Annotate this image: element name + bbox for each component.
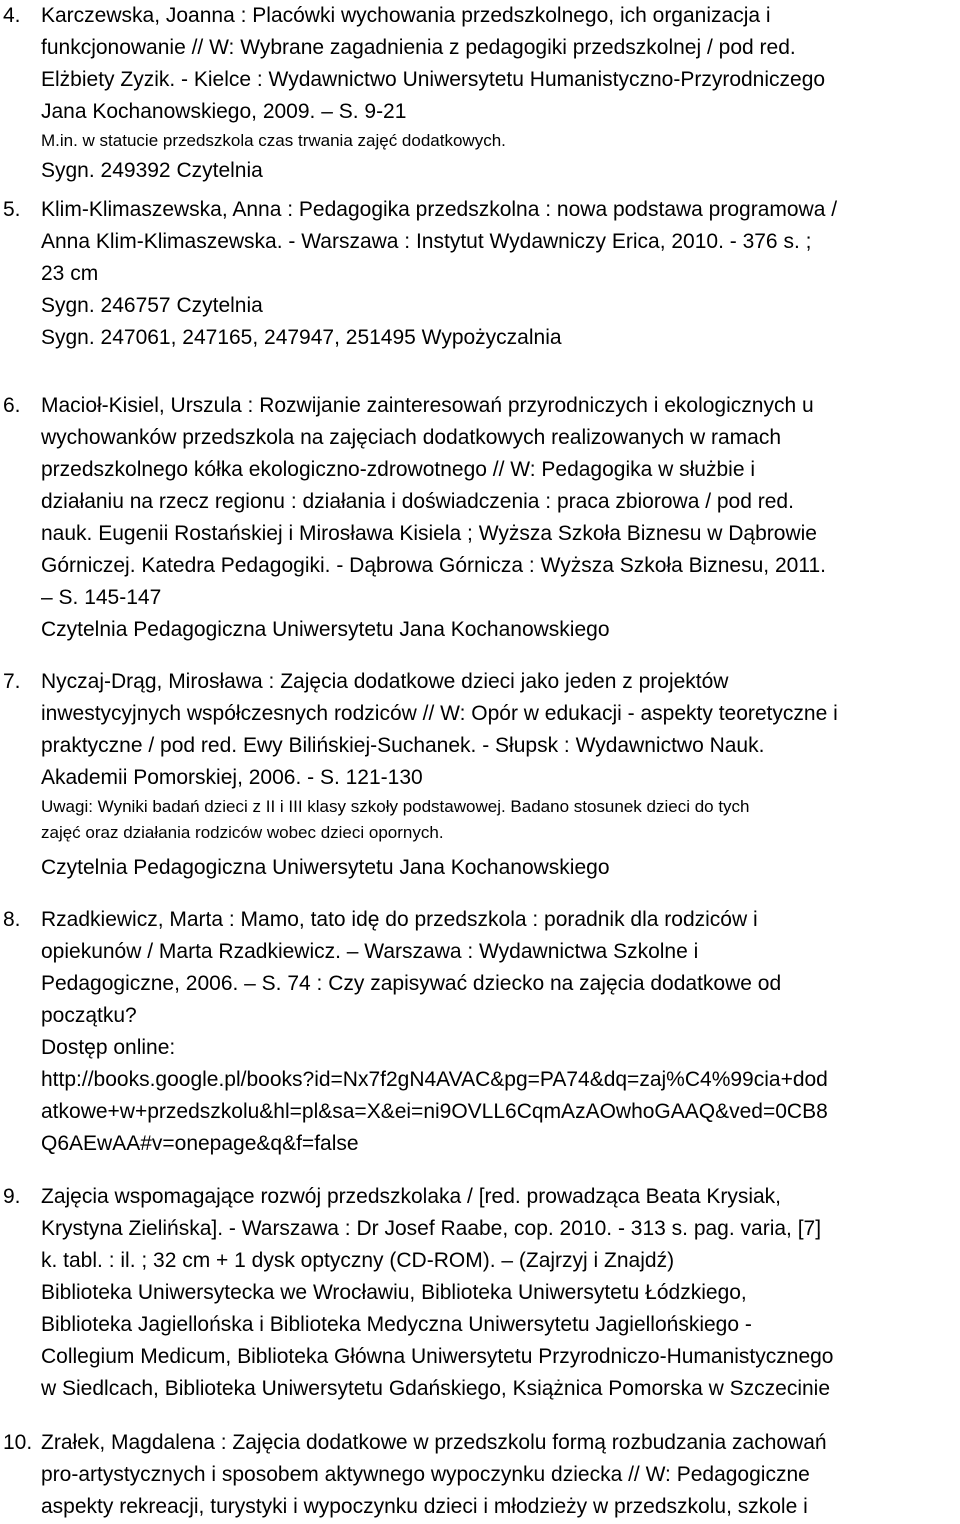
entry-text-line: Jana Kochanowskiego, 2009. – S. 9-21 [41, 100, 407, 123]
entry-text-line: Klim-Klimaszewska, Anna : Pedagogika przedszkolna : nowa podstawa programowa / [41, 198, 838, 221]
entry-text-line: Elżbiety Zyzik. - Kielce : Wydawnictwo Uniwersytetu Humanistyczno-Przyrodniczego [41, 68, 826, 91]
entry-number: 6. [3, 394, 21, 417]
entry-number: 10. [3, 1431, 33, 1454]
entry-text-line: Biblioteka Uniwersytecka we Wrocławiu, Biblioteka Uniwersytetu Łódzkiego, [41, 1281, 747, 1304]
entry-text-line: początku? [41, 1004, 137, 1027]
entry-text-line: Pedagogiczne, 2006. – S. 74 : Czy zapisywać dziecko na zajęcia dodatkowe od [41, 972, 782, 995]
entry-text-line: Czytelnia Pedagogiczna Uniwersytetu Jana Kochanowskiego [41, 618, 610, 641]
entry-text-line: atkowe+w+przedszkolu&hl=pl&sa=X&ei=ni9OVLL6CqmAzAOwhoGAAQ&ved=0CB8 [41, 1100, 828, 1123]
entry-text-line: działaniu na rzecz regionu : działania i doświadczenia : praca zbiorowa / pod red. [41, 490, 794, 513]
entry-text-line: – S. 145-147 [41, 586, 162, 609]
entry-text-line: Górniczej. Katedra Pedagogiki. - Dąbrowa Górnicza : Wyższa Szkoła Biznesu, 2011. [41, 554, 826, 577]
entry-text-line: k. tabl. : il. ; 32 cm + 1 dysk optyczny (CD-ROM). – (Zajrzyj i Znajdź) [41, 1249, 675, 1272]
entry-text-line: funkcjonowanie // W: Wybrane zagadnienia z pedagogiki przedszkolnej / pod red. [41, 36, 796, 59]
entry-text-line: Biblioteka Jagiellońska i Biblioteka Medyczna Uniwersytetu Jagiellońskiego - [41, 1313, 752, 1336]
entry-text-line: pro-artystycznych i sposobem aktywnego wypoczynku dziecka // W: Pedagogiczne [41, 1463, 810, 1486]
entry-number: 8. [3, 908, 21, 931]
entry-note-line: zajęć oraz działania rodziców wobec dzieci opornych. [41, 823, 444, 842]
entry-note-line: M.in. w statucie przedszkola czas trwania zajęć dodatkowych. [41, 131, 506, 150]
entry-text-line: Q6AEwAA#v=onepage&q&f=false [41, 1132, 359, 1155]
entry-text-line: nauk. Eugenii Rostańskiej i Mirosława Kisiela ; Wyższa Szkoła Biznesu w Dąbrowie [41, 522, 817, 545]
entry-text-line: Anna Klim-Klimaszewska. - Warszawa : Instytut Wydawniczy Erica, 2010. - 376 s. ; [41, 230, 812, 253]
entry-text-line: Zajęcia wspomagające rozwój przedszkolaka / [red. prowadząca Beata Krysiak, [41, 1185, 782, 1208]
entry-text-line: Collegium Medicum, Biblioteka Główna Uniwersytetu Przyrodniczo-Humanistycznego [41, 1345, 834, 1368]
entry-text-line: Sygn. 247061, 247165, 247947, 251495 Wypożyczalnia [41, 326, 562, 349]
entry-text-line: w Siedlcach, Biblioteka Uniwersytetu Gdańskiego, Książnica Pomorska w Szczecinie [41, 1377, 831, 1400]
entry-note-line: Uwagi: Wyniki badań dzieci z II i III klasy szkoły podstawowej. Badano stosunek dzieci do tych [41, 797, 750, 816]
entry-text-line: Dostęp online: [41, 1036, 176, 1059]
entry-text-line: Krystyna Zielińska]. - Warszawa : Dr Josef Raabe, cop. 2010. - 313 s. pag. varia, [7] [41, 1217, 822, 1240]
entry-text-line: przedszkolnego kółka ekologiczno-zdrowotnego // W: Pedagogika w służbie i [41, 458, 756, 481]
entry-text-line: inwestycyjnych współczesnych rodziców // W: Opór w edukacji - aspekty teoretyczne i [41, 702, 838, 725]
entry-text-line: Sygn. 246757 Czytelnia [41, 294, 263, 317]
entry-text-line: Akademii Pomorskiej, 2006. - S. 121-130 [41, 766, 423, 789]
entry-text-line: Nyczaj-Drąg, Mirosława : Zajęcia dodatkowe dzieci jako jeden z projektów [41, 670, 729, 693]
entry-text-line: aspekty rekreacji, turystyki i wypoczynku dzieci i młodzieży w przedszkolu, szkole i [41, 1495, 808, 1518]
entry-number: 4. [3, 4, 21, 27]
entry-number: 9. [3, 1185, 21, 1208]
entry-text-line: http://books.google.pl/books?id=Nx7f2gN4AVAC&pg=PA74&dq=zaj%C4%99cia+dod [41, 1068, 828, 1091]
entry-number: 5. [3, 198, 21, 221]
entry-text-line: wychowanków przedszkola na zajęciach dodatkowych realizowanych w ramach [41, 426, 782, 449]
entry-text-line: Karczewska, Joanna : Placówki wychowania przedszkolnego, ich organizacja i [41, 4, 771, 27]
entry-text-line: Sygn. 249392 Czytelnia [41, 159, 263, 182]
entry-text-line: praktyczne / pod red. Ewy Bilińskiej-Suchanek. - Słupsk : Wydawnictwo Nauk. [41, 734, 765, 757]
entry-text-line: Macioł-Kisiel, Urszula : Rozwijanie zainteresowań przyrodniczych i ekologicznych u [41, 394, 814, 417]
entry-number: 7. [3, 670, 21, 693]
entry-text-line: Czytelnia Pedagogiczna Uniwersytetu Jana Kochanowskiego [41, 856, 610, 879]
entry-text-line: Zrałek, Magdalena : Zajęcia dodatkowe w przedszkolu formą rozbudzania zachowań [41, 1431, 827, 1454]
entry-text-line: opiekunów / Marta Rzadkiewicz. – Warszawa : Wydawnictwa Szkolne i [41, 940, 699, 963]
entry-text-line: 23 cm [41, 262, 99, 285]
entry-text-line: Rzadkiewicz, Marta : Mamo, tato idę do przedszkola : poradnik dla rodziców i [41, 908, 758, 931]
